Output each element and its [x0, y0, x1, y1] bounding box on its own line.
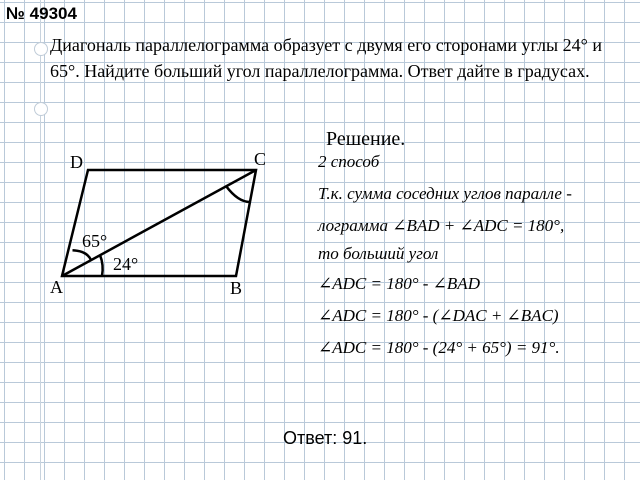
vertex-label-c: C — [254, 149, 267, 169]
angle-label-24: 24° — [113, 254, 139, 274]
solution-line-6: ∠ADC = 180° - (24° + 65°) = 91°. — [318, 338, 560, 357]
solution-line-method: 2 способ — [318, 152, 380, 171]
angle-arc-65 — [73, 250, 92, 260]
solution-title: Решение. — [326, 128, 406, 150]
vertex-label-d: D — [70, 152, 83, 172]
angle-label-65: 65° — [82, 231, 108, 251]
problem-statement: Диагональ параллелограмма образует с двумя его сторонами углы 24° и 65°. Найдите больший угол параллелограмма. Ответ дайте в градусах. — [50, 35, 602, 81]
vertex-label-a: A — [50, 277, 63, 297]
solution-line-2: лограмма ∠BAD + ∠ADC = 180°, — [318, 216, 565, 235]
problem-number: № 49304 — [6, 4, 77, 23]
solution-line-4: ∠ADC = 180° - ∠BAD — [318, 274, 480, 293]
angle-arc-c — [226, 186, 250, 202]
answer: Ответ: 91. — [283, 428, 368, 448]
solution-line-5: ∠ADC = 180° - (∠DAC + ∠BAC) — [318, 306, 559, 325]
solution-line-3: то больший угол — [318, 244, 439, 263]
solution-line-1: Т.к. сумма соседних углов паралле - — [318, 184, 572, 203]
angle-arc-24 — [100, 255, 103, 276]
vertex-label-b: B — [230, 278, 243, 298]
